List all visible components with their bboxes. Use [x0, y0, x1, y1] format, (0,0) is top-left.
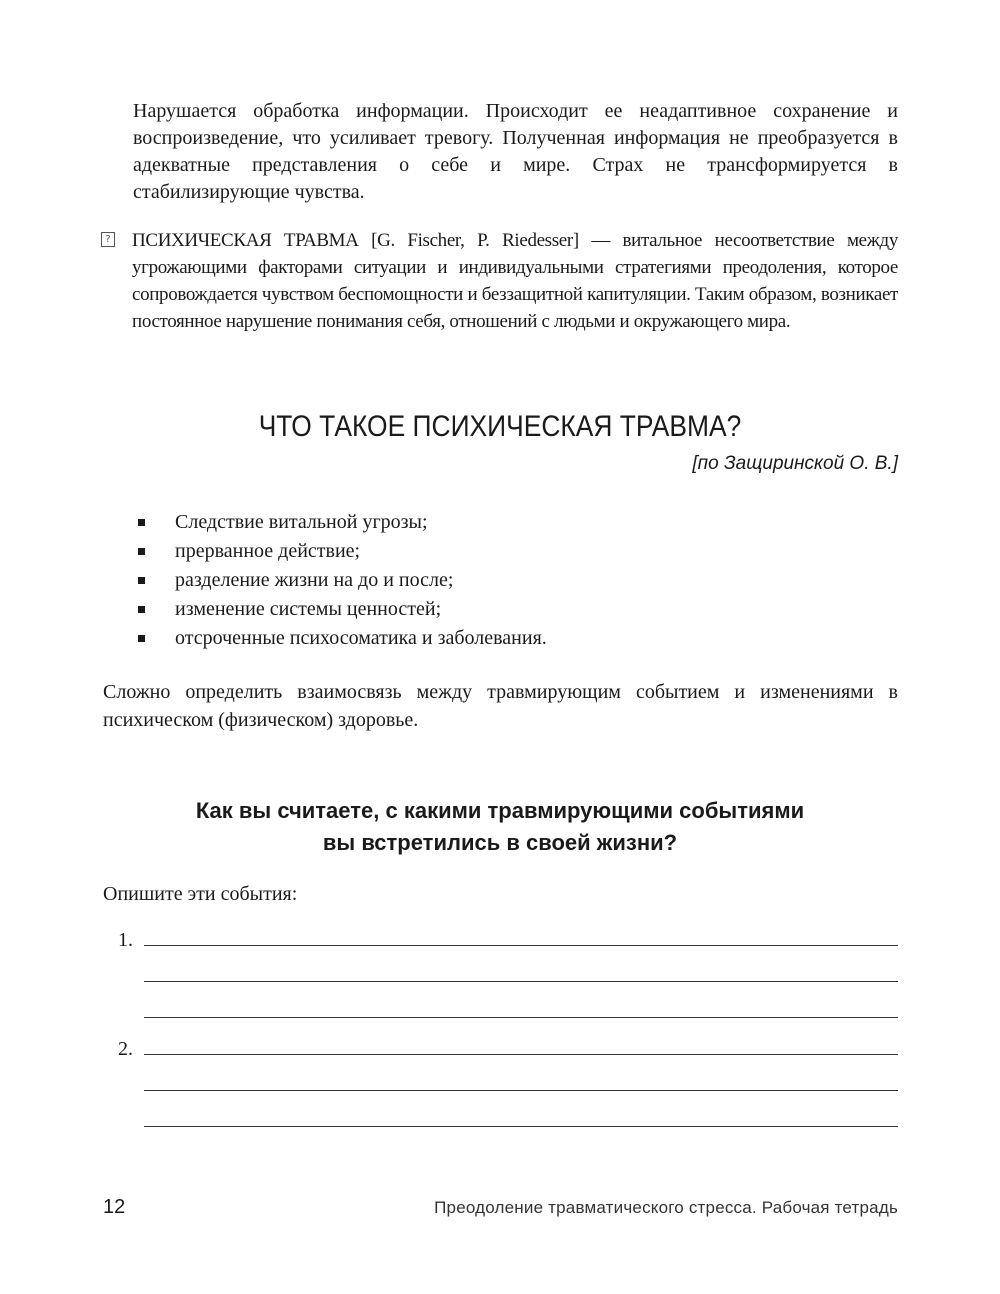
- answer-line[interactable]: [144, 1090, 898, 1091]
- intro-paragraph: Нарушается обработка информации. Происходит ее неадаптивное сохранение и воспроизведение, что усиливает тревогу. Полученная информация не преобразуется в адекватные представления о себе и мире. Страх не трансформируется в стабилизирующие чувства.: [133, 100, 898, 203]
- bullet-square-icon: [138, 548, 145, 555]
- list-item: изменение системы ценностей;: [138, 595, 547, 624]
- question-box-icon: ?: [101, 232, 115, 247]
- question-line-2: вы встретились в своей жизни?: [322, 830, 678, 855]
- question-heading: [0, 795, 1000, 859]
- bullet-square-icon: [138, 519, 145, 526]
- bullet-square-icon: [138, 606, 145, 613]
- answer-number-1: 1.: [118, 929, 133, 951]
- section-heading: ЧТО ТАКОЕ ПСИХИЧЕСКАЯ ТРАВМА?: [258, 410, 742, 443]
- definition-text: ПСИХИЧЕСКАЯ ТРАВМА [G. Fischer, P. Riedesser] — витальное несоответствие между угрожающими факторами ситуации и индивидуальными стратегиями преодоления, которое сопровождается чувством беспомощности и беззащитной капитуляции. Таким образом, возникает постоянное нарушение понимания себя, отношений с людьми и окружающего мира.: [132, 230, 898, 332]
- list-item: отсроченные психосоматика и заболевания.: [138, 624, 547, 653]
- answer-line[interactable]: [144, 1054, 898, 1055]
- list-item: разделение жизни на до и после;: [138, 566, 547, 595]
- answer-number-2: 2.: [118, 1038, 133, 1060]
- answer-line[interactable]: [144, 1017, 898, 1018]
- describe-prompt: Опишите эти события:: [103, 883, 298, 905]
- answer-line[interactable]: [144, 981, 898, 982]
- definition-block: [101, 227, 898, 335]
- page-number: 12: [103, 1196, 126, 1218]
- trauma-signs-list: [138, 508, 547, 653]
- relationship-paragraph: Сложно определить взаимосвязь между травмирующим событием и изменениями в психическом (физическом) здоровье.: [103, 681, 898, 731]
- heading-attribution: [по Защиринской О. В.]: [692, 453, 898, 474]
- answer-line[interactable]: [144, 1126, 898, 1127]
- book-title: Преодоление травматического стресса. Рабочая тетрадь: [434, 1198, 898, 1217]
- answer-line[interactable]: [144, 945, 898, 946]
- bullet-square-icon: [138, 635, 145, 642]
- list-item: прерванное действие;: [138, 537, 547, 566]
- bullet-square-icon: [138, 577, 145, 584]
- question-line-1: Как вы считаете, с какими травмирующими событиями: [195, 798, 805, 823]
- list-item: Следствие витальной угрозы;: [138, 508, 547, 537]
